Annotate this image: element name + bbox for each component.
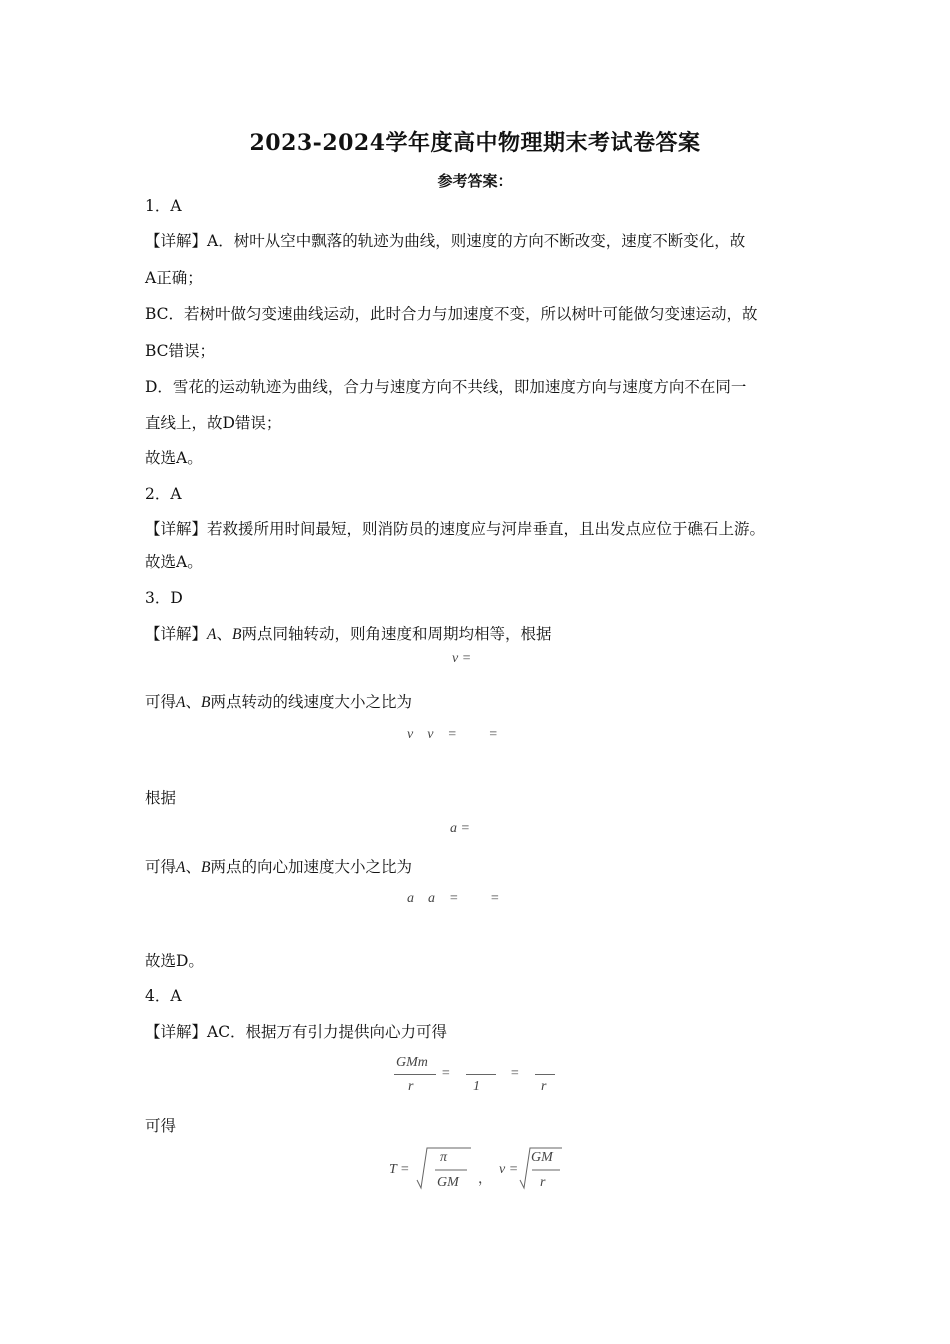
formula-velocity-numerator: GM [531,1150,553,1165]
point-a-label: A [176,694,186,711]
q3-detail-line-1 [145,622,551,644]
formula-period-label: T = [389,1162,410,1177]
q3-answer: 3．D [145,589,183,607]
q2-conclusion: 故选A。 [145,553,203,571]
formula-acceleration-ratio: a a = = [407,891,500,906]
q1-detail-line-4: BC错误； [145,342,216,360]
equals-sign: = [510,1066,520,1081]
q3-detail-text: 两点同轴转动，则角速度和周期均相等，根据 [241,625,552,643]
formula-period-denominator: GM [437,1175,459,1190]
formula-right-denominator: r [541,1079,547,1094]
fraction-bar [535,1074,555,1075]
q4-detail-line-1: 【详解】AC．根据万有引力提供向心力可得 [145,1023,448,1041]
formula-gmm-numerator: GMm [396,1055,428,1070]
page-title: 2023-2024学年度高中物理期末考试卷答案 [249,130,701,156]
q1-detail-line-2: A正确； [145,269,203,287]
q1-detail-line-3: BC．若树叶做匀变速曲线运动，此时合力与加速度不变，所以树叶可能做匀变速运动，故 [145,305,758,323]
formula-velocity-label: v = [499,1162,519,1177]
separator: 、 [185,693,201,711]
point-b-label: B [201,859,211,876]
q4-answer: 4．A [145,987,182,1005]
q1-detail-line-1: 【详解】A．树叶从空中飘落的轨迹为曲线，则速度的方向不断改变，速度不断变化，故 [145,232,746,250]
formula-a: a = [450,821,470,836]
separator: 、 [216,625,232,643]
q3-detail-text: 两点的向心加速度大小之比为 [210,858,412,876]
equals-sign: = [441,1066,451,1081]
q3-conclusion: 故选D。 [145,952,204,970]
fraction-bar [466,1074,496,1075]
q3-detail-prefix: 【详解】 [145,625,208,643]
q3-detail-text: 两点转动的线速度大小之比为 [210,693,412,711]
formula-velocity-denominator: r [540,1175,546,1190]
q2-answer: 2．A [145,485,182,503]
fraction-bar [394,1074,436,1075]
q1-detail-line-5: D．雪花的运动轨迹为曲线，合力与速度方向不共线，即加速度方向与速度方向不在同一 [145,378,747,396]
q1-detail-line-6: 直线上，故D错误； [145,414,282,432]
q2-detail-line-1: 【详解】若救援所用时间最短，则消防员的速度应与河岸垂直，且出发点应位于礁石上游。 [145,520,766,538]
formula-mid-denominator: 1 [473,1079,480,1094]
answers-heading: 参考答案： [437,172,513,190]
formula-gmm-denominator: r [408,1079,414,1094]
q3-detail-prefix: 可得 [145,693,177,711]
q1-conclusion: 故选A。 [145,449,203,467]
formula-velocity-ratio: v v = = [407,727,498,742]
q4-detail-line-2: 可得 [145,1117,177,1135]
formula-v: v = [452,651,472,666]
q3-detail-line-4 [145,855,412,877]
separator: 、 [185,858,201,876]
comma: ， [478,1172,492,1187]
point-a-label: A [176,859,186,876]
q3-detail-prefix: 可得 [145,858,177,876]
point-a-label: A [207,626,217,643]
q1-answer: 1．A [145,197,182,215]
formula-period-numerator: π [440,1150,448,1165]
point-b-label: B [232,626,242,643]
point-b-label: B [201,694,211,711]
q3-detail-line-2 [145,690,412,712]
q3-detail-line-3: 根据 [145,789,177,807]
